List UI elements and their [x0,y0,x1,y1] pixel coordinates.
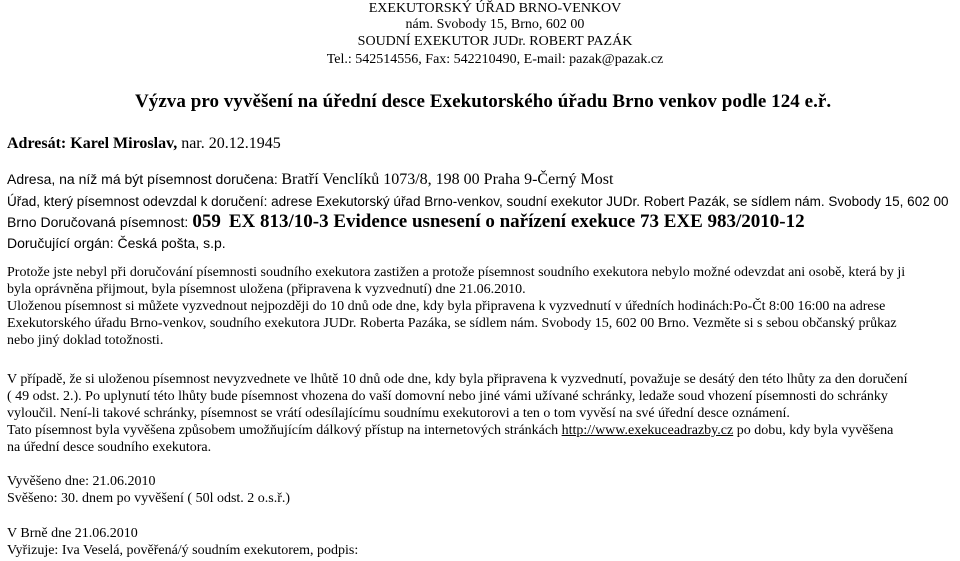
website-link[interactable]: http://www.exekuceadrazby.cz [561,423,734,438]
document-title: EX 813/10-3 Evidence usnesení o nařízení exekuce 73 EXE 983/2010-12 [228,211,805,232]
removed-date: Svěšeno: 30. dnem po vyvěšení ( 50l odst. 2 o.s.ř.) [7,491,291,506]
paragraph-deadline [7,371,957,422]
delivery-address-row [7,170,613,190]
delivery-address: Bratří Venclíků 1073/8, 198 00 Praha 9-Černý Most [281,171,614,188]
document-row [7,210,805,235]
paragraph-line: byla oprávněna přijmout, byla písemnost uložena (připravena k vyzvednutí) dne 21.06.2010. [7,282,526,297]
page-title: Výzva pro vyvěšení na úřední desce Exekutorského úřadu Brno venkov podle 124 e.ř. [135,91,832,112]
paragraph-line [7,422,957,439]
office-contact: Tel.: 542514556, Fax: 542210490, E-mail: pazak@pazak.cz [326,52,664,67]
publication-text: Tato písemnost byla vyvěšena způsobem umožňujícím dálkový přístup na internetových stránkách [7,423,559,438]
organ-label: Doručující orgán: [7,235,114,251]
paragraph-line: Uloženou písemnost si můžete vyzvednout nejpozději do 10 dnů ode dne, kdy byla připravena k vyzvednutí v úředních hodinách:Po-Čt 8:00 16:00 na adrese [7,299,886,314]
paragraph-pickup [7,264,957,349]
document-label: Brno Doručovaná písemnost: [7,214,189,230]
organ-name: Česká pošta, s.p. [117,235,226,251]
posted-date: Vyvěšeno dne: 21.06.2010 [7,474,156,489]
birth-label: nar. [181,135,205,152]
publication-text-after: po dobu, kdy byla vyvěšena [736,423,894,438]
paragraph-line: Exekutorského úřadu Brno-venkov, soudního exekutora JUDr. Roberta Pazáka, se sídlem nám. Svobody 15, 602 00 Brno. Vezměte si s sebou občanský průkaz [7,316,897,331]
addressee-label: Adresát: [7,135,67,152]
paragraph-line: vyloučil. Není-li takové schránky, písemnost se vrátí odesílajícímu soudnímu exekutorovi a ten o tom vyvěsí na své úřední desce oznámení. [7,406,790,421]
office-name: EXEKUTORSKÝ ÚŘAD BRNO-VENKOV [368,1,622,16]
paragraph-line: ( 49 odst. 2.). Po uplynutí této lhůty bude písemnost vhozena do vaší domovní nebo jiné vámi užívané schránky, ledaže soud vhození písemnosti do schránky [7,389,888,404]
handled-by: Vyřizuje: Iva Veselá, pověřená/ý soudním exekutorem, podpis: [7,543,359,558]
paragraph-line: na úřední desce soudního exekutora. [7,440,212,455]
place-date: V Brně dne 21.06.2010 [7,526,138,541]
office-executor: SOUDNÍ EXEKUTOR JUDr. ROBERT PAZÁK [357,34,633,49]
delivery-organ-row [7,235,226,252]
birth-date: 20.12.1945 [208,135,281,152]
addressee-name: Karel Miroslav, [70,135,178,152]
paragraph-line: V případě, že si uloženou písemnost nevyzvednete ve lhůtě 10 dnů ode dne, kdy byla připravena k vyzvednutí, považuje se desátý den této lhůty za den doručení [7,372,908,387]
paragraph-line: Protože jste nebyl při doručování písemnosti soudního exekutora zastižen a protože písemnost soudního exekutora nebylo možné odevzdat ani osobě, která by ji [7,265,906,280]
addressee [7,135,281,153]
paragraph-publication [7,422,957,456]
document-number: 059 [192,211,221,232]
paragraph-line: nebo jiný doklad totožnosti. [7,333,164,348]
office-address: nám. Svobody 15, Brno, 602 00 [405,17,585,32]
sender-line: Úřad, který písemnost odevzdal k doručení: adrese Exekutorský úřad Brno-venkov, soudní exekutor JUDr. Robert Pazák, se sídlem nám. Svobody 15, 602 00 [7,194,949,209]
delivery-address-label: Adresa, na níž má být písemnost doručena: [7,171,278,187]
